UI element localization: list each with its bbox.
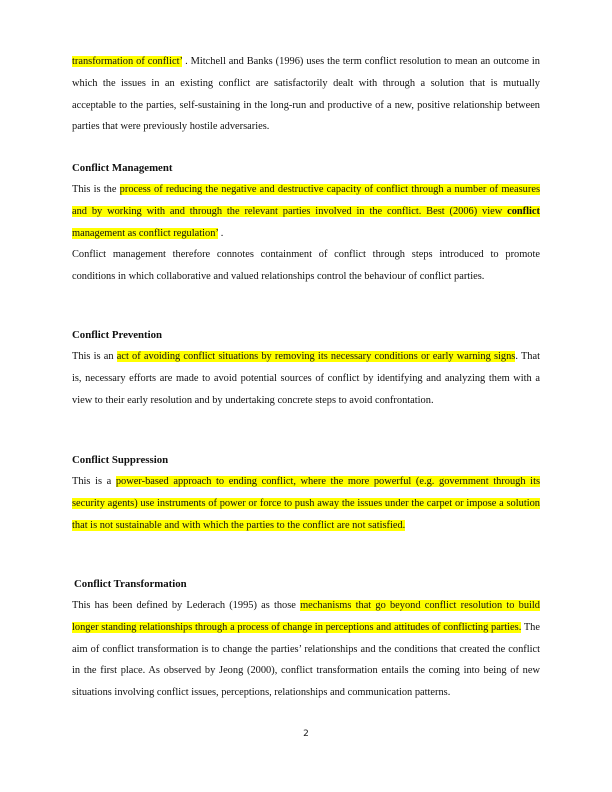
bold-word: conflict [507, 205, 540, 217]
page-number: 2 [303, 729, 309, 739]
conflict-suppression-section [72, 453, 540, 536]
section-heading: Conflict Suppression [72, 454, 169, 466]
section-heading: Conflict Transformation [74, 578, 187, 590]
section-heading: Conflict Prevention [72, 329, 163, 341]
highlight-part: management as conflict regulation’ [72, 227, 219, 239]
intro-paragraph [72, 51, 540, 138]
suppression-paragraph [72, 471, 540, 536]
highlighted-text: act of avoiding conflict situations by removing its necessary conditions or early warning signs [116, 351, 516, 362]
paragraph-text: . That is, necessary efforts are made to avoid potential sources of conflict by identifying and analyzing them with a view to their early resolution and by undertaking concrete steps to avoid confrontation. [72, 351, 540, 406]
paragraph-text: This is a [72, 476, 116, 487]
paragraph-text: This has been defined by Lederach (1995) as those [72, 600, 301, 611]
paragraph-text: This is the [72, 184, 120, 195]
paragraph-text: The aim of conflict transformation is to change the parties’ relationships and the conditions that created the conflict in the first place. As observed by Jeong (2000), conflict transformation entails the coming into being of new situations involving conflict issues, perceptions, relationships and communication patterns. [72, 621, 540, 699]
highlighted-text: transformation of conflict’ [72, 56, 183, 67]
management-paragraph-2: Conflict management therefore connotes containment of conflict through steps introduced to promote conditions in which collaborative and valued relationships control the behaviour of conflict parties. [72, 249, 540, 283]
prevention-paragraph [72, 346, 540, 411]
highlighted-text [72, 184, 540, 239]
highlighted-text: mechanisms that go beyond conflict resolution to build longer standing relationships through a process of change in perceptions and attitudes of conflicting parties. [72, 600, 540, 633]
management-paragraph-1 [72, 179, 540, 244]
paragraph-text: . [218, 227, 224, 239]
conflict-prevention-section [72, 328, 540, 411]
transformation-paragraph [72, 595, 540, 704]
conflict-management-section [72, 161, 540, 288]
paragraph-text: This is an [72, 351, 117, 362]
conflict-transformation-section [72, 577, 540, 704]
highlight-part: process of reducing the negative and destructive capacity of conflict through a number of measures and by working with and through the relevant parties involved in the conflict. Best (2006) view [72, 184, 540, 217]
section-heading: Conflict Management [72, 162, 173, 174]
highlighted-text: power-based approach to ending conflict, where the more powerful (e.g. government through its security agents) use instruments of power or force to push away the issues under the carpet or impose a solution that is not sustainable and with which the parties to the conflict are not satisfied. [72, 476, 540, 531]
paragraph-text: . Mitchell and Banks (1996) uses the term conflict resolution to mean an outcome in which the issues in an existing conflict are satisfactorily dealt with through a solution that is mutually acceptable to the parties, self-sustaining in the long-run and productive of a new, positive relationship between parties that were previously hostile adversaries. [72, 56, 541, 133]
intro-section [72, 51, 540, 138]
